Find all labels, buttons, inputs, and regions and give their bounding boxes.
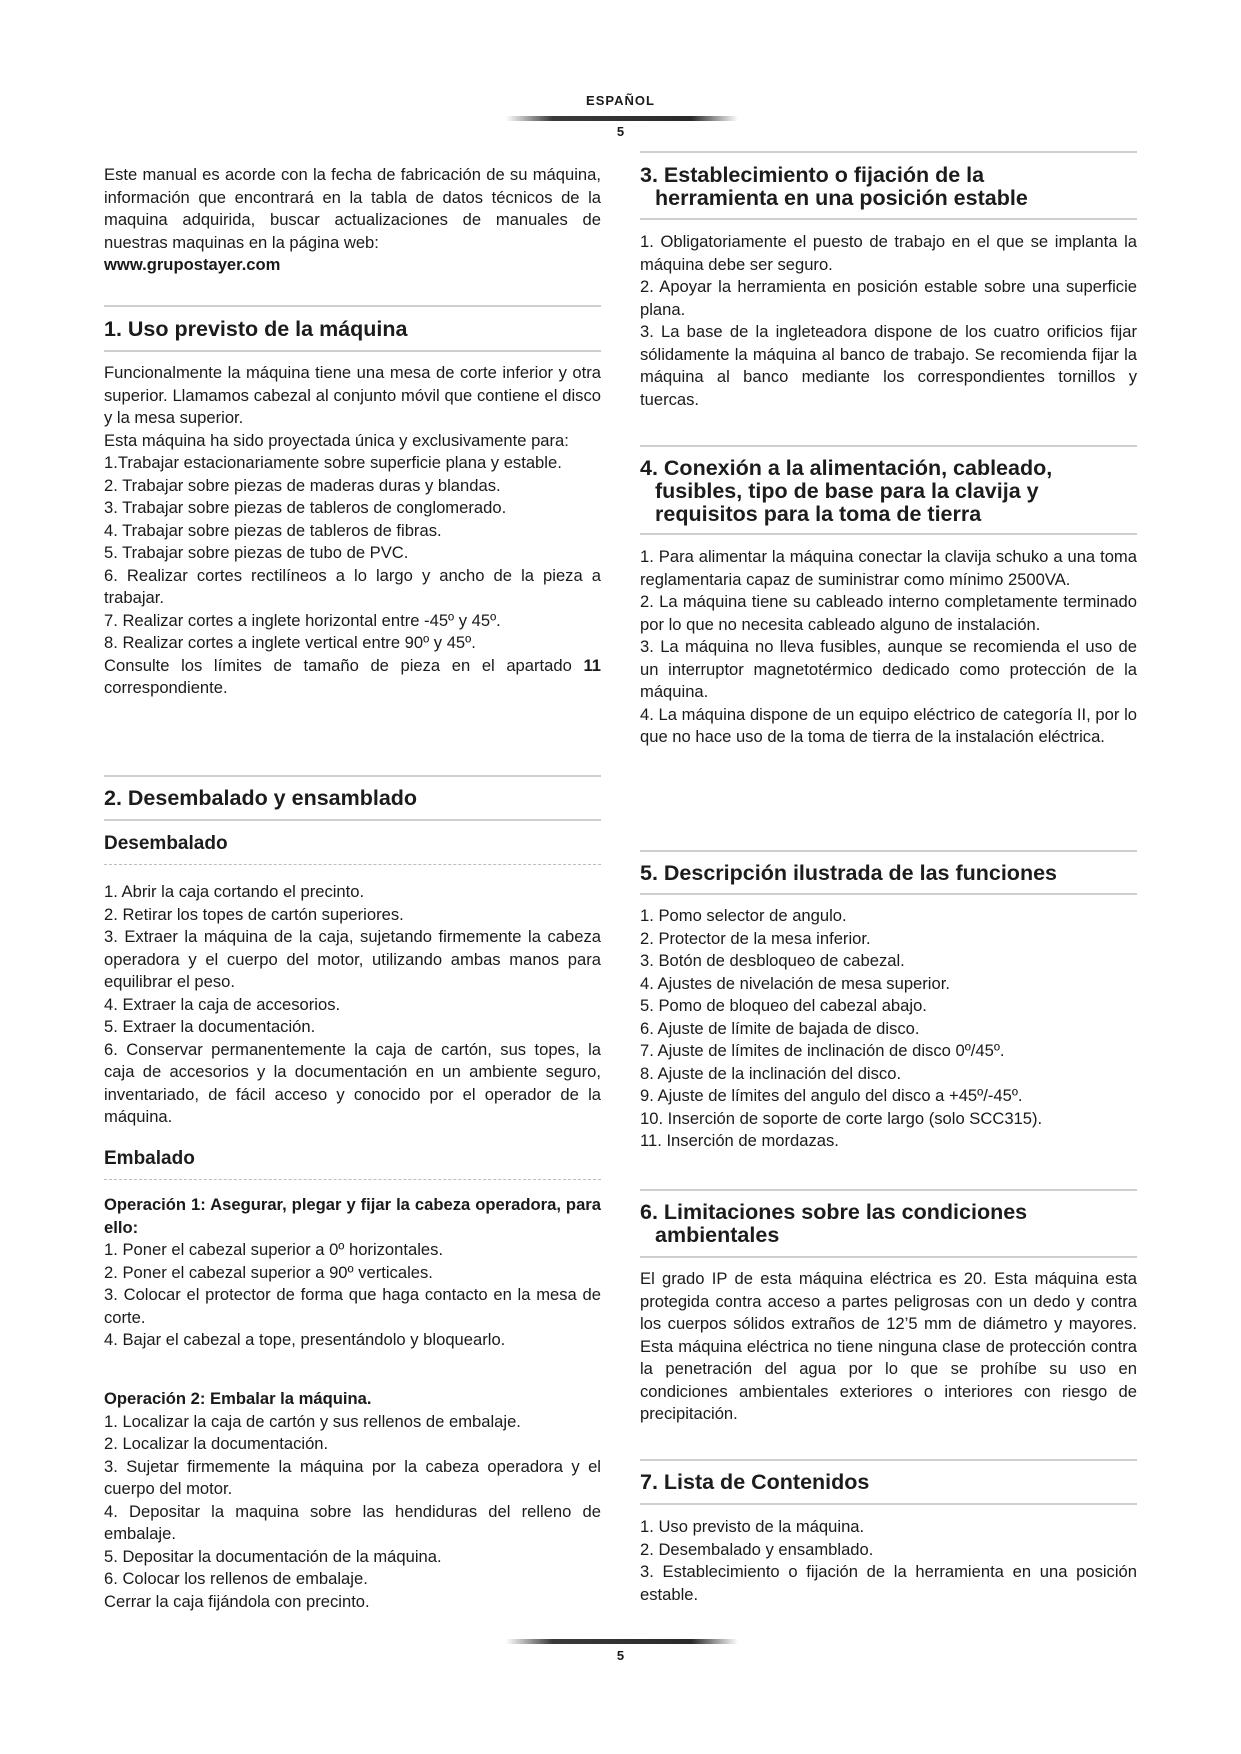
list-item: 11. Inserción de mordazas.	[640, 1131, 839, 1150]
section-3-title-line-1: 3. Establecimiento o fijación de la	[640, 163, 985, 187]
section-2-title: 2. Desembalado y ensamblado	[104, 786, 418, 810]
header-language: ESPAÑOL	[586, 93, 655, 108]
subsection-rule	[104, 864, 601, 865]
list-item: 3. Establecimiento o fijación de la herramienta en una posición estable.	[640, 1562, 1137, 1604]
list-item: 7. Realizar cortes a inglete horizontal entre -45º y 45º.	[104, 610, 501, 630]
list-item: 3. La máquina no lleva fusibles, aunque se recomienda el uso de un interruptor magnetotérmico dedicado como protección de la máquina.	[640, 637, 1137, 701]
list-item: 3. Botón de desbloqueo de cabezal.	[640, 951, 905, 970]
list-item: 8. Realizar cortes a inglete vertical entre 90º y 45º.	[104, 633, 476, 652]
list-item: 4. Ajustes de nivelación de mesa superior.	[640, 973, 950, 993]
section-3-title-line-2: herramienta en una posición estable	[655, 186, 1028, 210]
section-4-top-rule	[640, 445, 1137, 447]
list-item: 3. Extraer la máquina de la caja, sujetando firmemente la cabeza operadora y el cuerpo del motor, utilizando ambas manos para equilibrar el peso.	[104, 927, 601, 991]
section-1-top-rule	[104, 305, 601, 307]
list-item: 4. La máquina dispone de un equipo eléctrico de categoría II, por lo que no hace uso de la toma de tierra de la instalación eléctrica.	[640, 704, 1137, 746]
section-7-top-rule	[640, 1459, 1137, 1461]
section-4-bottom-rule	[640, 533, 1137, 535]
website-link[interactable]: www.grupostayer.com	[104, 255, 281, 274]
list-item: 6. Ajuste de límite de bajada de disco.	[640, 1018, 920, 1038]
list-item: Cerrar la caja fijándola con precinto.	[104, 1591, 370, 1611]
operation-1-title: Operación 1: Asegurar, plegar y fijar la cabeza operadora, para ello:	[104, 1195, 601, 1237]
section-4-title-line-3: requisitos para la toma de tierra	[655, 502, 982, 526]
list-item: 4. Depositar la maquina sobre las hendiduras del relleno de embalaje.	[104, 1501, 601, 1543]
list-item: 2. Apoyar la herramienta en posición estable sobre una superficie plana.	[640, 277, 1137, 319]
section-1-title: 1. Uso previsto de la máquina	[104, 317, 408, 341]
section-2-top-rule	[104, 775, 601, 777]
list-item: 9. Ajuste de límites del angulo del disco a +45º/-45º.	[640, 1086, 1023, 1105]
consult-text: Consulte los límites de tamaño de pieza en el apartado	[104, 655, 572, 675]
section-1-body	[104, 362, 601, 700]
operation-2	[104, 1388, 601, 1613]
header-page-number: 5	[616, 124, 625, 139]
header-rule	[506, 116, 738, 121]
list-item: 1. Localizar la caja de cartón y sus rellenos de embalaje.	[104, 1411, 521, 1431]
list-item: 4. Bajar el cabezal a tope, presentándolo y bloquearlo.	[104, 1330, 506, 1349]
s6-paragraph: El grado IP de esta máquina eléctrica es 20. Esta máquina esta protegida contra acceso a partes peligrosas con un dedo y contra los cuerpos sólidos extraños de 12’5 mm de diámetro y mayores. Esta máquina eléctrica no tiene ninguna clase de protección contra la penetración del agua por lo que se prohíbe su uso en condiciones ambientales exteriores o interiores con riesgo de precipitación.	[640, 1269, 1137, 1423]
footer-rule	[506, 1639, 738, 1644]
section-6-title-line-2: ambientales	[655, 1223, 780, 1247]
section-4-title	[640, 457, 1137, 526]
list-item: 3. Trabajar sobre piezas de tableros de conglomerado.	[104, 498, 507, 517]
section-6-body	[640, 1268, 1137, 1426]
consult-section-ref: 11	[583, 655, 601, 675]
list-item: 1. Abrir la caja cortando el precinto.	[104, 882, 365, 901]
section-3-bottom-rule	[640, 218, 1137, 220]
list-item: 2. Desembalado y ensamblado.	[640, 1539, 874, 1559]
intro-text: Este manual es acorde con la fecha de fabricación de su máquina, información que encontrará en la tabla de datos técnicos de la maquina adquirida, buscar actualizaciones de manuales de nuestras maquinas en la página web:	[104, 165, 601, 252]
s1-paragraph-1: Funcionalmente la máquina tiene una mesa de corte inferior y otra superior. Llamamos cabezal al conjunto móvil que contiene el disco y la mesa superior.	[104, 363, 601, 427]
list-item: 10. Inserción de soporte de corte largo (solo SCC315).	[640, 1108, 1043, 1128]
list-item: 5. Trabajar sobre piezas de tubo de PVC.	[104, 543, 409, 562]
list-item: 1. Pomo selector de angulo.	[640, 906, 847, 925]
section-6-bottom-rule	[640, 1256, 1137, 1258]
section-7-bottom-rule	[640, 1503, 1137, 1505]
section-3-top-rule	[640, 151, 1137, 153]
list-item: 2. Retirar los topes de cartón superiores.	[104, 904, 404, 924]
list-item: 3. Colocar el protector de forma que haga contacto en la mesa de corte.	[104, 1285, 601, 1327]
consult-end: correspondiente.	[104, 678, 228, 697]
list-item: 8. Ajuste de la inclinación del disco.	[640, 1063, 902, 1083]
section-5-title: 5. Descripción ilustrada de las funciones	[640, 861, 1057, 885]
section-6-top-rule	[640, 1189, 1137, 1191]
list-item: 2. Poner el cabezal superior a 90º verticales.	[104, 1262, 433, 1282]
list-item: 6. Realizar cortes rectilíneos a lo largo y ancho de la pieza a trabajar.	[104, 565, 601, 607]
section-4-title-line-1: 4. Conexión a la alimentación, cableado,	[640, 456, 1053, 480]
operation-1	[104, 1194, 601, 1352]
footer-page-number: 5	[616, 1648, 625, 1663]
list-item: 5. Depositar la documentación de la máquina.	[104, 1546, 442, 1566]
list-item: 2. Trabajar sobre piezas de maderas duras y blandas.	[104, 475, 501, 495]
subsection-embalado-title: Embalado	[104, 1148, 195, 1169]
list-item: 1. Uso previsto de la máquina.	[640, 1517, 865, 1536]
section-5-bottom-rule	[640, 893, 1137, 895]
section-6-title-line-1: 6. Limitaciones sobre las condiciones	[640, 1200, 1028, 1224]
list-item: 5. Pomo de bloqueo del cabezal abajo.	[640, 996, 927, 1015]
section-4-title-line-2: fusibles, tipo de base para la clavija y	[655, 479, 1039, 503]
section-7-body	[640, 1516, 1137, 1606]
subsection-desembalado-title: Desembalado	[104, 833, 228, 854]
s1-paragraph-2: Esta máquina ha sido proyectada única y exclusivamente para:	[104, 430, 569, 450]
list-item: 2. Protector de la mesa inferior.	[640, 928, 871, 948]
subsection-rule	[104, 1179, 601, 1180]
list-item: 5. Extraer la documentación.	[104, 1017, 316, 1036]
section-4-body	[640, 546, 1137, 749]
list-item: 6. Conservar permanentemente la caja de cartón, sus topes, la caja de accesorios y la documentación en un ambiente seguro, inventariado, de fácil acceso y conocido por el operador de la máquina.	[104, 1039, 601, 1126]
list-item: 1. Obligatoriamente el puesto de trabajo en el que se implanta la máquina debe ser seguro.	[640, 232, 1137, 274]
intro-paragraph	[104, 164, 601, 277]
section-1-bottom-rule	[104, 350, 601, 352]
list-item: 2. La máquina tiene su cableado interno completamente terminado por lo que no necesita cableado alguno de instalación.	[640, 592, 1137, 634]
section-3-body	[640, 231, 1137, 411]
section-3-title	[640, 164, 1137, 210]
unpack-list	[104, 881, 601, 1129]
list-item: 1. Para alimentar la máquina conectar la clavija schuko a una toma reglamentaria capaz de suministrar como mínimo 2500VA.	[640, 547, 1137, 589]
list-item: 6. Colocar los rellenos de embalaje.	[104, 1569, 368, 1588]
list-item: 7. Ajuste de límites de inclinación de disco 0º/45º.	[640, 1041, 1005, 1060]
list-item: 3. La base de la ingleteadora dispone de los cuatro orificios fijar sólidamente la máquina al banco de trabajo. Se recomienda fijar la máquina al banco mediante los correspondientes tornillos y tuercas.	[640, 322, 1137, 409]
list-item: 4. Extraer la caja de accesorios.	[104, 994, 341, 1014]
list-item: 1.Trabajar estacionariamente sobre superficie plana y estable.	[104, 453, 562, 472]
section-5-top-rule	[640, 850, 1137, 852]
section-5-body	[640, 905, 1137, 1153]
list-item: 2. Localizar la documentación.	[104, 1434, 329, 1453]
section-2-bottom-rule	[104, 819, 601, 821]
list-item: 1. Poner el cabezal superior a 0º horizontales.	[104, 1240, 444, 1259]
consult-note	[104, 655, 601, 700]
operation-2-title: Operación 2: Embalar la máquina.	[104, 1389, 372, 1408]
list-item: 3. Sujetar firmemente la máquina por la cabeza operadora y el cuerpo del motor.	[104, 1456, 601, 1498]
section-7-title: 7. Lista de Contenidos	[640, 1470, 870, 1494]
list-item: 4. Trabajar sobre piezas de tableros de fibras.	[104, 520, 442, 540]
section-6-title	[640, 1201, 1137, 1247]
